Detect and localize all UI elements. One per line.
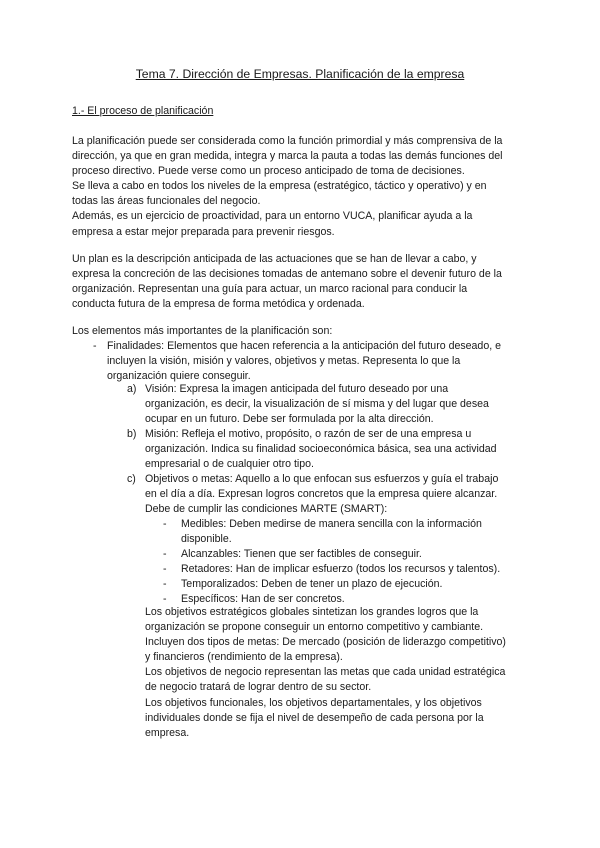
paragraph-line: Los objetivos estratégicos globales sintetizan los grandes logros que la — [145, 606, 479, 618]
paragraph-line: Los objetivos funcionales, los objetivos departamentales, y los objetivos — [145, 696, 482, 709]
paragraph-line: expresa la concreción de las decisiones tomadas de antemano sobre el devenir futuro de la — [72, 268, 502, 281]
list-item-line: organización quiere conseguir. — [107, 370, 251, 383]
paragraph-line: Un plan es la descripción anticipada de las actuaciones que se han de llevar a cabo, y — [72, 253, 477, 265]
list-item-line: organización, es decir, la visualización de sí misma y del lugar que desea — [145, 398, 489, 411]
paragraph-line: Los objetivos de negocio representan las metas que cada unidad estratégica — [145, 666, 506, 679]
list-item-line: Visión: Expresa la imagen anticipada del futuro deseado por una — [145, 383, 449, 395]
paragraph-planning-definition — [72, 134, 532, 240]
list-item-line: Retadores: Han de implicar esfuerzo (todos los recursos y talentos). — [181, 563, 501, 575]
elements-intro-text: Los elementos más importantes de la planificación son: — [72, 325, 333, 337]
list-item-line: Específicos: Han de ser concretos. — [181, 593, 345, 605]
paragraph-line: organización se propone conseguir un entorno competitivo y cambiante. — [145, 621, 484, 634]
list-item-line: disponible. — [181, 533, 232, 546]
list-item-line: Debe de cumplir las condiciones MARTE (SMART): — [145, 503, 388, 516]
bullet-dash: - — [163, 563, 167, 575]
list-item-line: Objetivos o metas: Aquello a lo que enfocan sus esfuerzos y guía el trabajo — [145, 473, 499, 485]
list-item-line: en el día a día. Expresan logros concretos que la empresa quiere alcanzar. — [145, 488, 498, 501]
paragraph-line: dirección, ya que en gran medida, integra y marca la pauta a todas las demás funciones del — [72, 150, 503, 163]
paragraph-line: La planificación puede ser considerada como la función primordial y más comprensiva de la — [72, 135, 503, 147]
paragraph-line: todas las áreas funcionales del negocio. — [72, 195, 261, 208]
page-title: Tema 7. Dirección de Empresas. Planificación de la empresa — [135, 67, 465, 81]
paragraph-line: Además, es un ejercicio de proactividad, para un entorno VUCA, planificar ayuda a la — [72, 210, 473, 223]
bullet-dash: - — [163, 518, 167, 530]
paragraph-line: individuales donde se fija el nivel de desempeño de cada persona por la — [145, 711, 484, 724]
paragraph-line: de negocio tratará de lograr dentro de su sector. — [145, 681, 372, 694]
list-marker: a) — [127, 383, 137, 395]
list-item-line: Temporalizados: Deben de tener un plazo de ejecución. — [181, 578, 443, 590]
list-item-line: empresarial o de cualquier otro tipo. — [145, 458, 315, 471]
objectives-summary — [145, 605, 535, 741]
list-item-line: organización. Indica su finalidad socioeconómica básica, sea una actividad — [145, 443, 497, 456]
bullet-dash: - — [163, 548, 167, 560]
elements-intro — [72, 324, 532, 339]
paragraph-plan-definition — [72, 252, 532, 312]
paragraph-line: organización. Representan una guía para actuar, un marco racional para conducir la — [72, 283, 468, 296]
list-item-line: ocupar en un futuro. Debe ser formulada por la alta dirección. — [145, 413, 434, 426]
list-marker: b) — [127, 428, 137, 440]
list-marker: c) — [127, 473, 136, 485]
paragraph-line: empresa a estar mejor preparada para prevenir riesgos. — [72, 225, 335, 238]
bullet-dash: - — [93, 340, 97, 352]
list-item-line: incluyen la visión, misión y valores, objetivos y metas. Representa lo que la — [107, 355, 461, 368]
paragraph-line: proceso directivo. Puede verse como un proceso anticipado de toma de decisiones. — [72, 165, 465, 178]
paragraph-line: conducta futura de la empresa de forma metódica y ordenada. — [72, 298, 365, 311]
paragraph-line: y financieros (rendimiento de la empresa). — [145, 651, 343, 664]
section-heading: 1.- El proceso de planificación — [72, 105, 214, 117]
list-item-line: Medibles: Deben medirse de manera sencilla con la información — [181, 518, 482, 530]
list-item-line: Misión: Refleja el motivo, propósito, o razón de ser de una empresa u — [145, 428, 472, 440]
paragraph-line: Se lleva a cabo en todos los niveles de la empresa (estratégico, táctico y operativo) y en — [72, 180, 487, 193]
bullet-dash: - — [163, 593, 167, 605]
list-item-line: Alcanzables: Tienen que ser factibles de conseguir. — [181, 548, 422, 560]
list-item-line: Finalidades: Elementos que hacen referencia a la anticipación del futuro deseado, e — [107, 340, 501, 352]
paragraph-line: Incluyen dos tipos de metas: De mercado (posición de liderazgo competitivo) — [145, 636, 506, 649]
bullet-dash: - — [163, 578, 167, 590]
paragraph-line: empresa. — [145, 726, 190, 739]
